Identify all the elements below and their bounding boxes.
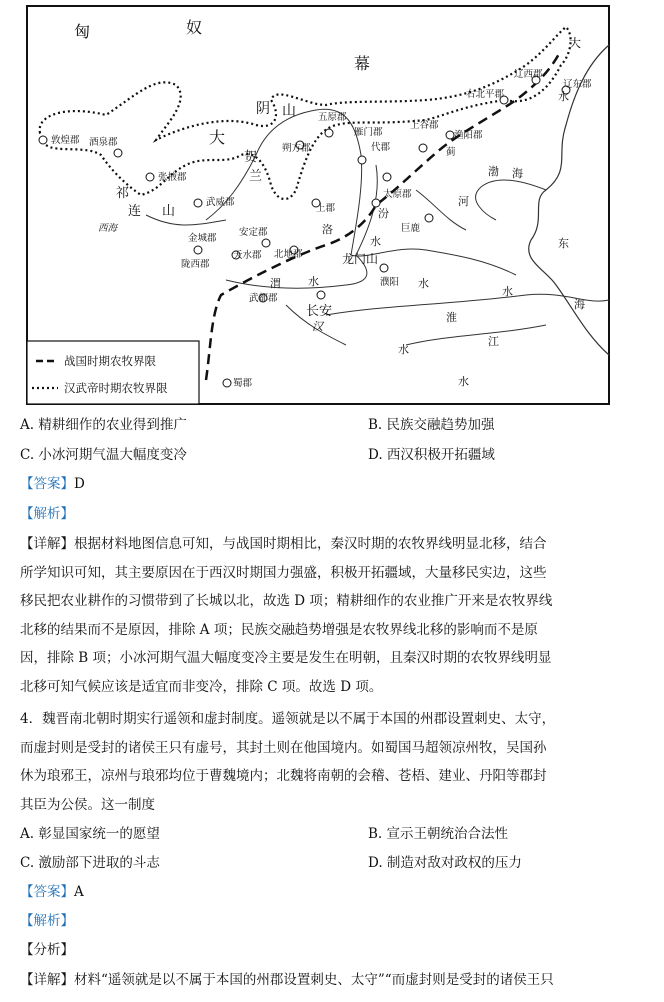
q3-detail-line-1: 根据材料地图信息可知，与战国时期相比，秦汉时期的农牧界线明显北移，结合 — [74, 536, 547, 552]
q3-option-d: D. 西汉积极开拓疆域 — [368, 447, 495, 463]
water-shui-7: 水 — [558, 90, 569, 103]
q4-option-d: D. 制造对敌对政权的压力 — [368, 855, 522, 871]
water-shui-3: 水 — [418, 277, 429, 290]
label-anding: 安定郡 — [239, 227, 268, 238]
water-jiang: 江 — [488, 335, 499, 348]
label-dunhuang: 敦煌郡 — [51, 135, 80, 146]
water-bohai-2: 海 — [512, 167, 523, 180]
q4-detail-row — [20, 970, 650, 990]
region-da-1: 大 — [209, 128, 226, 147]
water-shui-6: 水 — [458, 375, 469, 388]
q4-detail-tag: 【详解】 — [20, 972, 74, 988]
region-mu: 幕 — [354, 54, 371, 73]
region-xiongnu-2: 奴 — [186, 18, 203, 37]
label-wuyuan: 五原郡 — [318, 112, 347, 123]
q4-analysis-row — [20, 911, 650, 931]
q3-option-c: C. 小冰河期气温大幅度变冷 — [20, 447, 187, 463]
water-fen: 汾 — [378, 207, 389, 220]
label-shanggu: 上谷郡 — [410, 120, 439, 131]
label-tianshui: 天水郡 — [233, 250, 262, 261]
label-puyang: 濮阳 — [380, 277, 400, 288]
label-ji: 蓟 — [446, 147, 456, 158]
label-longxi: 陇西郡 — [181, 259, 210, 270]
q4-answer-tag: 【答案】 — [20, 884, 74, 900]
label-liaoxi: 辽西郡 — [514, 69, 543, 80]
label-yanmen: 雁门郡 — [354, 127, 383, 138]
q4-line-2: 而虚封则是受封的诸侯王只有虚号，其封土则在他国境内。如蜀国马超领凉州牧，吴国孙 — [20, 739, 547, 756]
q3-answer-row — [20, 474, 650, 494]
label-wudu: 武都郡 — [249, 293, 278, 304]
label-jiuquan: 酒泉郡 — [89, 137, 118, 148]
q4-analysis-tag: 【解析】 — [20, 913, 74, 929]
mountain-yin: 阴 — [256, 101, 270, 117]
q4-option-a: A. 彰显国家统一的愿望 — [20, 826, 160, 842]
label-wuwei: 武威郡 — [206, 197, 235, 208]
region-shan: 山 — [162, 204, 176, 219]
q4-line-4: 其臣为公侯。这一制度 — [20, 796, 155, 813]
water-xihai: 西海 — [98, 223, 118, 234]
historical-map — [26, 5, 610, 405]
water-donghai-1: 东 — [558, 237, 569, 250]
q3-option-b: B. 民族交融趋势加强 — [368, 417, 495, 433]
q3-answer: D — [74, 476, 85, 492]
map-legend — [27, 341, 199, 404]
label-yuyang: 渔阳郡 — [454, 130, 483, 141]
q4-option-b: B. 宣示王朝统治合法性 — [368, 826, 509, 842]
q3-detail — [20, 530, 608, 702]
q3-detail-line-5: 因，排除 B 项；小冰河期气温大幅度变冷主要是发生在明朝，且秦汉时期的农牧界线明显 — [20, 650, 552, 667]
label-dai: 代郡 — [371, 142, 391, 153]
label-zhangye: 张掖郡 — [158, 172, 187, 183]
label-youbeiping: 右北平郡 — [466, 89, 505, 100]
q4-answer-row — [20, 882, 650, 902]
water-huai: 淮 — [446, 311, 457, 324]
q4-fenxi-row — [20, 940, 650, 960]
q3-answer-tag: 【答案】 — [20, 476, 74, 492]
q4-line-3: 休为琅邪王，凉州与琅邪均位于曹魏境内；北魏将南朝的会稽、苍梧、建业、丹阳等郡封 — [20, 768, 547, 785]
mountain-yin-shan: 山 — [282, 103, 296, 119]
q3-detail-tag: 【详解】 — [20, 536, 74, 552]
label-shang: 上郡 — [316, 203, 336, 214]
water-luo: 洛 — [322, 223, 333, 236]
label-taiyuan: 太原郡 — [383, 189, 412, 200]
label-julu: 巨鹿 — [401, 223, 421, 234]
water-shui-5: 水 — [398, 343, 409, 356]
water-shui-4: 水 — [502, 285, 513, 298]
q3-detail-line-3: 移民把农业耕作的习惯带到了长城以北，故选 D 项；精耕细作的农业推广开来是农牧界线 — [20, 593, 553, 610]
q3-detail-line-2: 所学知识可知，其主要原因在于西汉时期国力强盛，积极开拓疆域，大量移民实边，这些 — [20, 564, 547, 581]
region-lan: 兰 — [249, 169, 263, 184]
q3-analysis-row — [20, 504, 650, 524]
region-da-2: 大 — [569, 36, 582, 50]
region-qi: 祁 — [116, 186, 130, 201]
q4-fenxi-tag: 【分析】 — [20, 942, 74, 958]
q4-detail-line: 材料“遥领就是以不属于本国的州郡设置刺史、太守”“而虚封则是受封的诸侯王只 — [74, 972, 554, 988]
water-wei: 渭 — [270, 277, 281, 290]
q4-option-c: C. 激励部下进取的斗志 — [20, 855, 160, 871]
q4-answer: A — [74, 884, 84, 900]
region-lian: 连 — [128, 204, 142, 219]
q4-line-1: 4．魏晋南北朝时期实行遥领和虚封制度。遥领就是以不属于本国的州郡设置刺史、太守， — [20, 711, 556, 727]
label-liaodong: 辽东郡 — [563, 79, 592, 90]
label-changan: 长安 — [306, 304, 333, 319]
q3-analysis-tag: 【解析】 — [20, 506, 74, 522]
water-shui-2: 水 — [308, 275, 319, 288]
q3-option-a: A. 精耕细作的农业得到推广 — [20, 417, 187, 433]
q3-detail-line-4: 北移的结果而不是原因，排除 A 项；民族交融趋势增强是农牧界线北移的影响而不是原 — [20, 621, 538, 638]
label-shuofang: 朔方郡 — [282, 143, 311, 154]
legend-warring-states: 战国时期农牧界限 — [64, 354, 156, 368]
water-han: 汉 — [312, 320, 323, 333]
label-shu: 蜀郡 — [233, 378, 253, 389]
label-beidi: 北地郡 — [274, 249, 303, 260]
water-donghai-2: 海 — [574, 298, 585, 311]
region-xiongnu-1: 匈 — [74, 22, 91, 41]
label-jincheng: 金城郡 — [188, 233, 217, 244]
legend-han-wudi: 汉武帝时期农牧界限 — [64, 381, 168, 395]
water-he: 河 — [458, 195, 469, 208]
q3-detail-line-6: 北移可知气候应该是适宜而非变冷，排除 C 项。故选 D 项。 — [20, 678, 383, 695]
mountain-longmen: 龙门山 — [342, 252, 379, 266]
water-bohai-1: 渤 — [488, 165, 499, 178]
q4-stem — [20, 705, 608, 819]
region-he: 贺 — [244, 150, 258, 165]
water-shui-1: 水 — [370, 235, 381, 248]
